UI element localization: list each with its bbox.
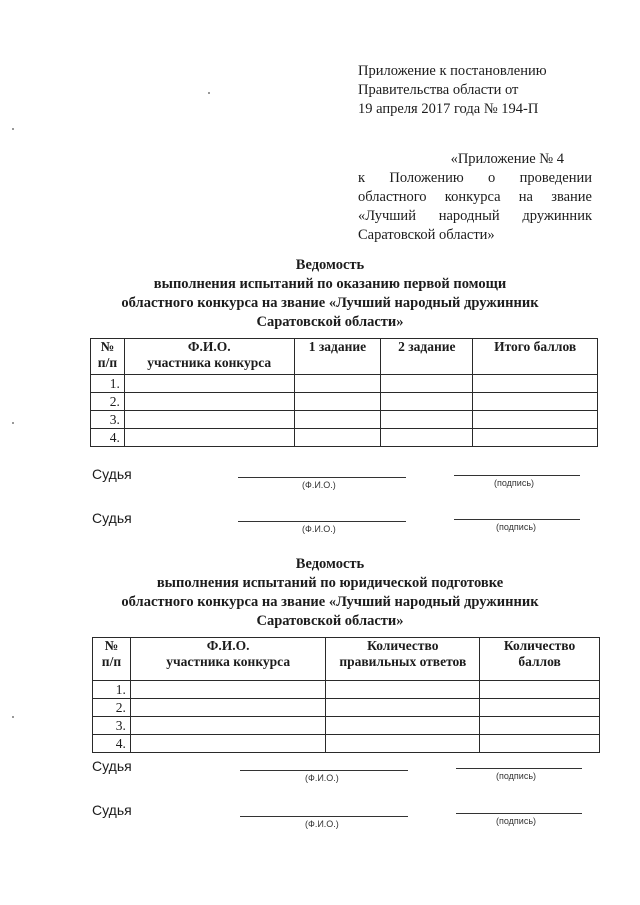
fio-cell[interactable] (130, 735, 326, 753)
fio-cell[interactable] (124, 411, 294, 429)
signature-line[interactable] (456, 768, 582, 769)
table-row (93, 699, 600, 717)
row-number: 4. (93, 735, 131, 753)
scan-speck (12, 128, 14, 130)
sheet2-title (60, 555, 600, 631)
fio-caption: (Ф.И.О.) (305, 773, 339, 783)
col-correct-line-1: Количество (367, 638, 439, 653)
row-number: 3. (91, 411, 125, 429)
sheet1-title-line-3: областного конкурса на звание «Лучший народный дружинник (121, 295, 539, 311)
fio-cell[interactable] (130, 699, 326, 717)
col-fio-line-1: Ф.И.О. (206, 638, 250, 653)
sheet2-title-line-1: Ведомость (295, 556, 365, 572)
total-cell[interactable] (473, 411, 598, 429)
col-num-line-1: № (104, 638, 119, 653)
row-number: 3. (93, 717, 131, 735)
row-number: 1. (91, 375, 125, 393)
table-row (91, 393, 598, 411)
table-header-row (93, 638, 600, 681)
task1-cell[interactable] (294, 411, 381, 429)
total-cell[interactable] (473, 429, 598, 447)
fio-signature-line[interactable] (238, 521, 406, 522)
fio-caption: (Ф.И.О.) (302, 524, 336, 534)
signature-caption: (подпись) (496, 522, 537, 532)
fio-cell[interactable] (124, 393, 294, 411)
col-points-header (480, 638, 600, 681)
table-row (93, 717, 600, 735)
appendix-line-4: «Лучший народный дружинник (358, 208, 592, 224)
table-row (91, 429, 598, 447)
correct-cell[interactable] (326, 735, 480, 753)
col-fio-line-2: участника конкурса (147, 355, 272, 370)
points-cell[interactable] (480, 699, 600, 717)
task2-cell[interactable] (381, 411, 473, 429)
appendix-line-5: Саратовской области» (358, 227, 495, 243)
correct-cell[interactable] (326, 699, 480, 717)
fio-signature-line[interactable] (240, 770, 408, 771)
correct-cell[interactable] (326, 681, 480, 699)
resolution-header (358, 62, 547, 119)
sheet1-title (60, 256, 600, 332)
header-line-3: 19 апреля 2017 года № 194-П (358, 101, 539, 117)
col-task2-header: 2 задание (381, 339, 473, 375)
points-cell[interactable] (480, 717, 600, 735)
col-fio-line-1: Ф.И.О. (187, 339, 231, 354)
fio-caption: (Ф.И.О.) (302, 480, 336, 490)
col-correct-header (326, 638, 480, 681)
signature-line[interactable] (456, 813, 582, 814)
legal-training-table (92, 637, 600, 753)
scan-speck (12, 716, 14, 718)
task1-cell[interactable] (294, 375, 381, 393)
scan-speck (12, 422, 14, 424)
col-total-header: Итого баллов (473, 339, 598, 375)
total-cell[interactable] (473, 375, 598, 393)
task1-cell[interactable] (294, 429, 381, 447)
points-cell[interactable] (480, 681, 600, 699)
header-line-2: Правительства области от (358, 82, 519, 98)
row-number: 4. (91, 429, 125, 447)
header-line-1: Приложение к постановлению (358, 63, 547, 79)
sheet1-title-line-2: выполнения испытаний по оказанию первой помощи (153, 276, 507, 292)
fio-signature-line[interactable] (238, 477, 406, 478)
judge-label: Судья (92, 466, 132, 482)
col-fio-line-2: участника конкурса (166, 654, 291, 669)
appendix-line-2: к Положению о проведении (358, 170, 592, 186)
fio-cell[interactable] (130, 717, 326, 735)
col-correct-line-2: правильных ответов (339, 654, 467, 669)
signature-line[interactable] (454, 475, 580, 476)
task2-cell[interactable] (381, 429, 473, 447)
appendix-line-1: «Приложение № 4 (450, 151, 564, 167)
col-num-header (91, 339, 125, 375)
sheet1-title-line-4: Саратовской области» (256, 314, 404, 330)
sheet2-title-line-4: Саратовской области» (256, 613, 404, 629)
fio-cell[interactable] (124, 429, 294, 447)
col-task1-header: 1 задание (294, 339, 381, 375)
col-num-line-2: п/п (101, 654, 122, 669)
task2-cell[interactable] (381, 393, 473, 411)
scan-speck (208, 92, 210, 94)
fio-caption: (Ф.И.О.) (305, 819, 339, 829)
signature-caption: (подпись) (496, 816, 537, 826)
col-points-line-2: баллов (518, 654, 561, 669)
sheet1-title-line-1: Ведомость (295, 257, 365, 273)
row-number: 1. (93, 681, 131, 699)
sheet2-title-line-2: выполнения испытаний по юридической подготовке (156, 575, 504, 591)
col-num-line-2: п/п (97, 355, 118, 370)
table-row (91, 375, 598, 393)
table-row (93, 681, 600, 699)
signature-line[interactable] (454, 519, 580, 520)
table-row (91, 411, 598, 429)
col-num-header (93, 638, 131, 681)
sheet2-title-line-3: областного конкурса на звание «Лучший народный дружинник (121, 594, 539, 610)
row-number: 2. (93, 699, 131, 717)
table-row (93, 735, 600, 753)
col-points-line-1: Количество (503, 638, 576, 653)
col-num-line-1: № (100, 339, 115, 354)
task1-cell[interactable] (294, 393, 381, 411)
col-fio-header (124, 339, 294, 375)
judge-label: Судья (92, 758, 132, 774)
col-fio-header (130, 638, 326, 681)
judge-label: Судья (92, 510, 132, 526)
judge-label: Судья (92, 802, 132, 818)
fio-cell[interactable] (124, 375, 294, 393)
total-cell[interactable] (473, 393, 598, 411)
appendix-header (358, 150, 592, 245)
row-number: 2. (91, 393, 125, 411)
first-aid-table (90, 338, 598, 447)
fio-signature-line[interactable] (240, 816, 408, 817)
appendix-line-3: областного конкурса на звание (358, 189, 592, 205)
correct-cell[interactable] (326, 717, 480, 735)
task2-cell[interactable] (381, 375, 473, 393)
signature-caption: (подпись) (496, 771, 537, 781)
points-cell[interactable] (480, 735, 600, 753)
table-header-row (91, 339, 598, 375)
signature-caption: (подпись) (494, 478, 535, 488)
fio-cell[interactable] (130, 681, 326, 699)
